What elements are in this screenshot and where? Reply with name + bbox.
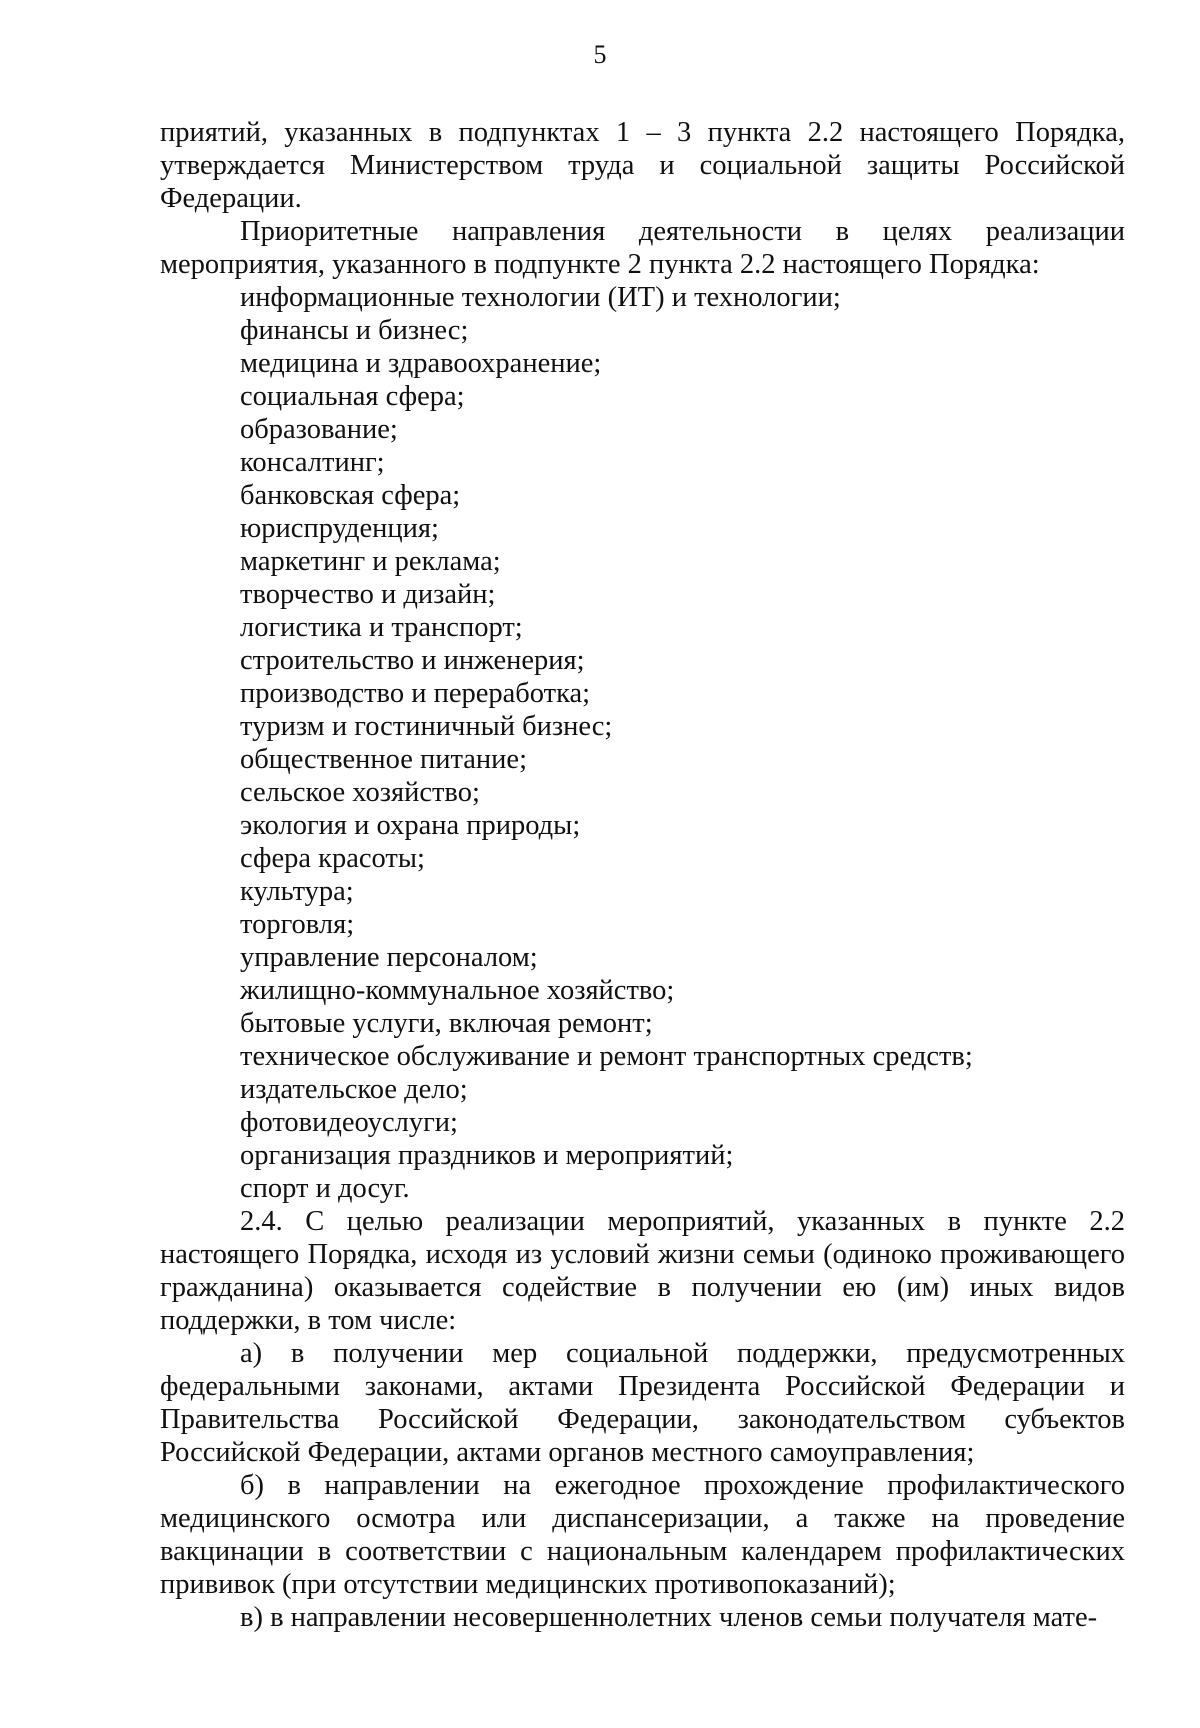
sub-item-v: в) в направлении несовершеннолетних членов семьи получателя мате-	[240, 1602, 1098, 1633]
list-item: торговля;	[240, 909, 355, 940]
list-item: сельское хозяйство;	[240, 777, 480, 808]
list-item: логистика и транспорт;	[240, 612, 523, 643]
priority-directions-list	[160, 281, 1125, 1205]
list-item: маркетинг и реклама;	[240, 546, 501, 577]
list-item: сфера красоты;	[240, 843, 425, 874]
list-item: медицина и здравоохранение;	[240, 348, 602, 379]
continuation-paragraph: приятий, указанных в подпунктах 1 – 3 пункта 2.2 настоящего Порядка, утверждается Министерством труда и социальной защиты Российской Федерации.	[160, 117, 1125, 214]
list-item: общественное питание;	[240, 744, 528, 775]
list-item: организация праздников и мероприятий;	[240, 1140, 734, 1171]
document-body	[160, 116, 1125, 1634]
list-item: информационные технологии (ИТ) и технологии;	[240, 282, 841, 313]
page-number: 5	[593, 40, 607, 69]
list-item: творчество и дизайн;	[240, 579, 496, 610]
sub-item-b: б) в направлении на ежегодное прохождение профилактического медицинского осмотра или диспансеризации, а также на проведение вакцинации в соответствии с национальным календарем профилактических прививок (при отсутствии медицинских противопоказаний);	[160, 1470, 1125, 1600]
list-item: социальная сфера;	[240, 381, 465, 412]
list-item: консалтинг;	[240, 447, 385, 478]
list-item: экология и охрана природы;	[240, 810, 581, 841]
priority-intro-paragraph: Приоритетные направления деятельности в целях реализации мероприятия, указанного в подпункте 2 пункта 2.2 настоящего Порядка:	[160, 216, 1125, 280]
list-item: производство и переработка;	[240, 678, 591, 709]
list-item: культура;	[240, 876, 354, 907]
list-item: управление персоналом;	[240, 942, 538, 973]
list-item: образование;	[240, 414, 398, 445]
list-item: спорт и досуг.	[240, 1173, 410, 1204]
list-item: фотовидеоуслуги;	[240, 1107, 458, 1138]
list-item: издательское дело;	[240, 1074, 468, 1105]
section-2-4-paragraph: 2.4. С целью реализации мероприятий, указанных в пункте 2.2 настоящего Порядка, исходя из условий жизни семьи (одиноко проживающего гражданина) оказывается содействие в получении ею (им) иных видов поддержки, в том числе:	[160, 1206, 1125, 1336]
list-item: финансы и бизнес;	[240, 315, 469, 346]
list-item: бытовые услуги, включая ремонт;	[240, 1008, 653, 1039]
list-item: жилищно-коммунальное хозяйство;	[240, 975, 675, 1006]
sub-item-a: а) в получении мер социальной поддержки, предусмотренных федеральными законами, актами Президента Российской Федерации и Правительства Российской Федерации, законодательством субъектов Российской Федерации, актами органов местного самоуправления;	[160, 1338, 1125, 1468]
list-item: банковская сфера;	[240, 480, 461, 511]
list-item: туризм и гостиничный бизнес;	[240, 711, 613, 742]
list-item: строительство и инженерия;	[240, 645, 585, 676]
list-item: юриспруденция;	[240, 513, 439, 544]
list-item: техническое обслуживание и ремонт транспортных средств;	[240, 1041, 973, 1072]
